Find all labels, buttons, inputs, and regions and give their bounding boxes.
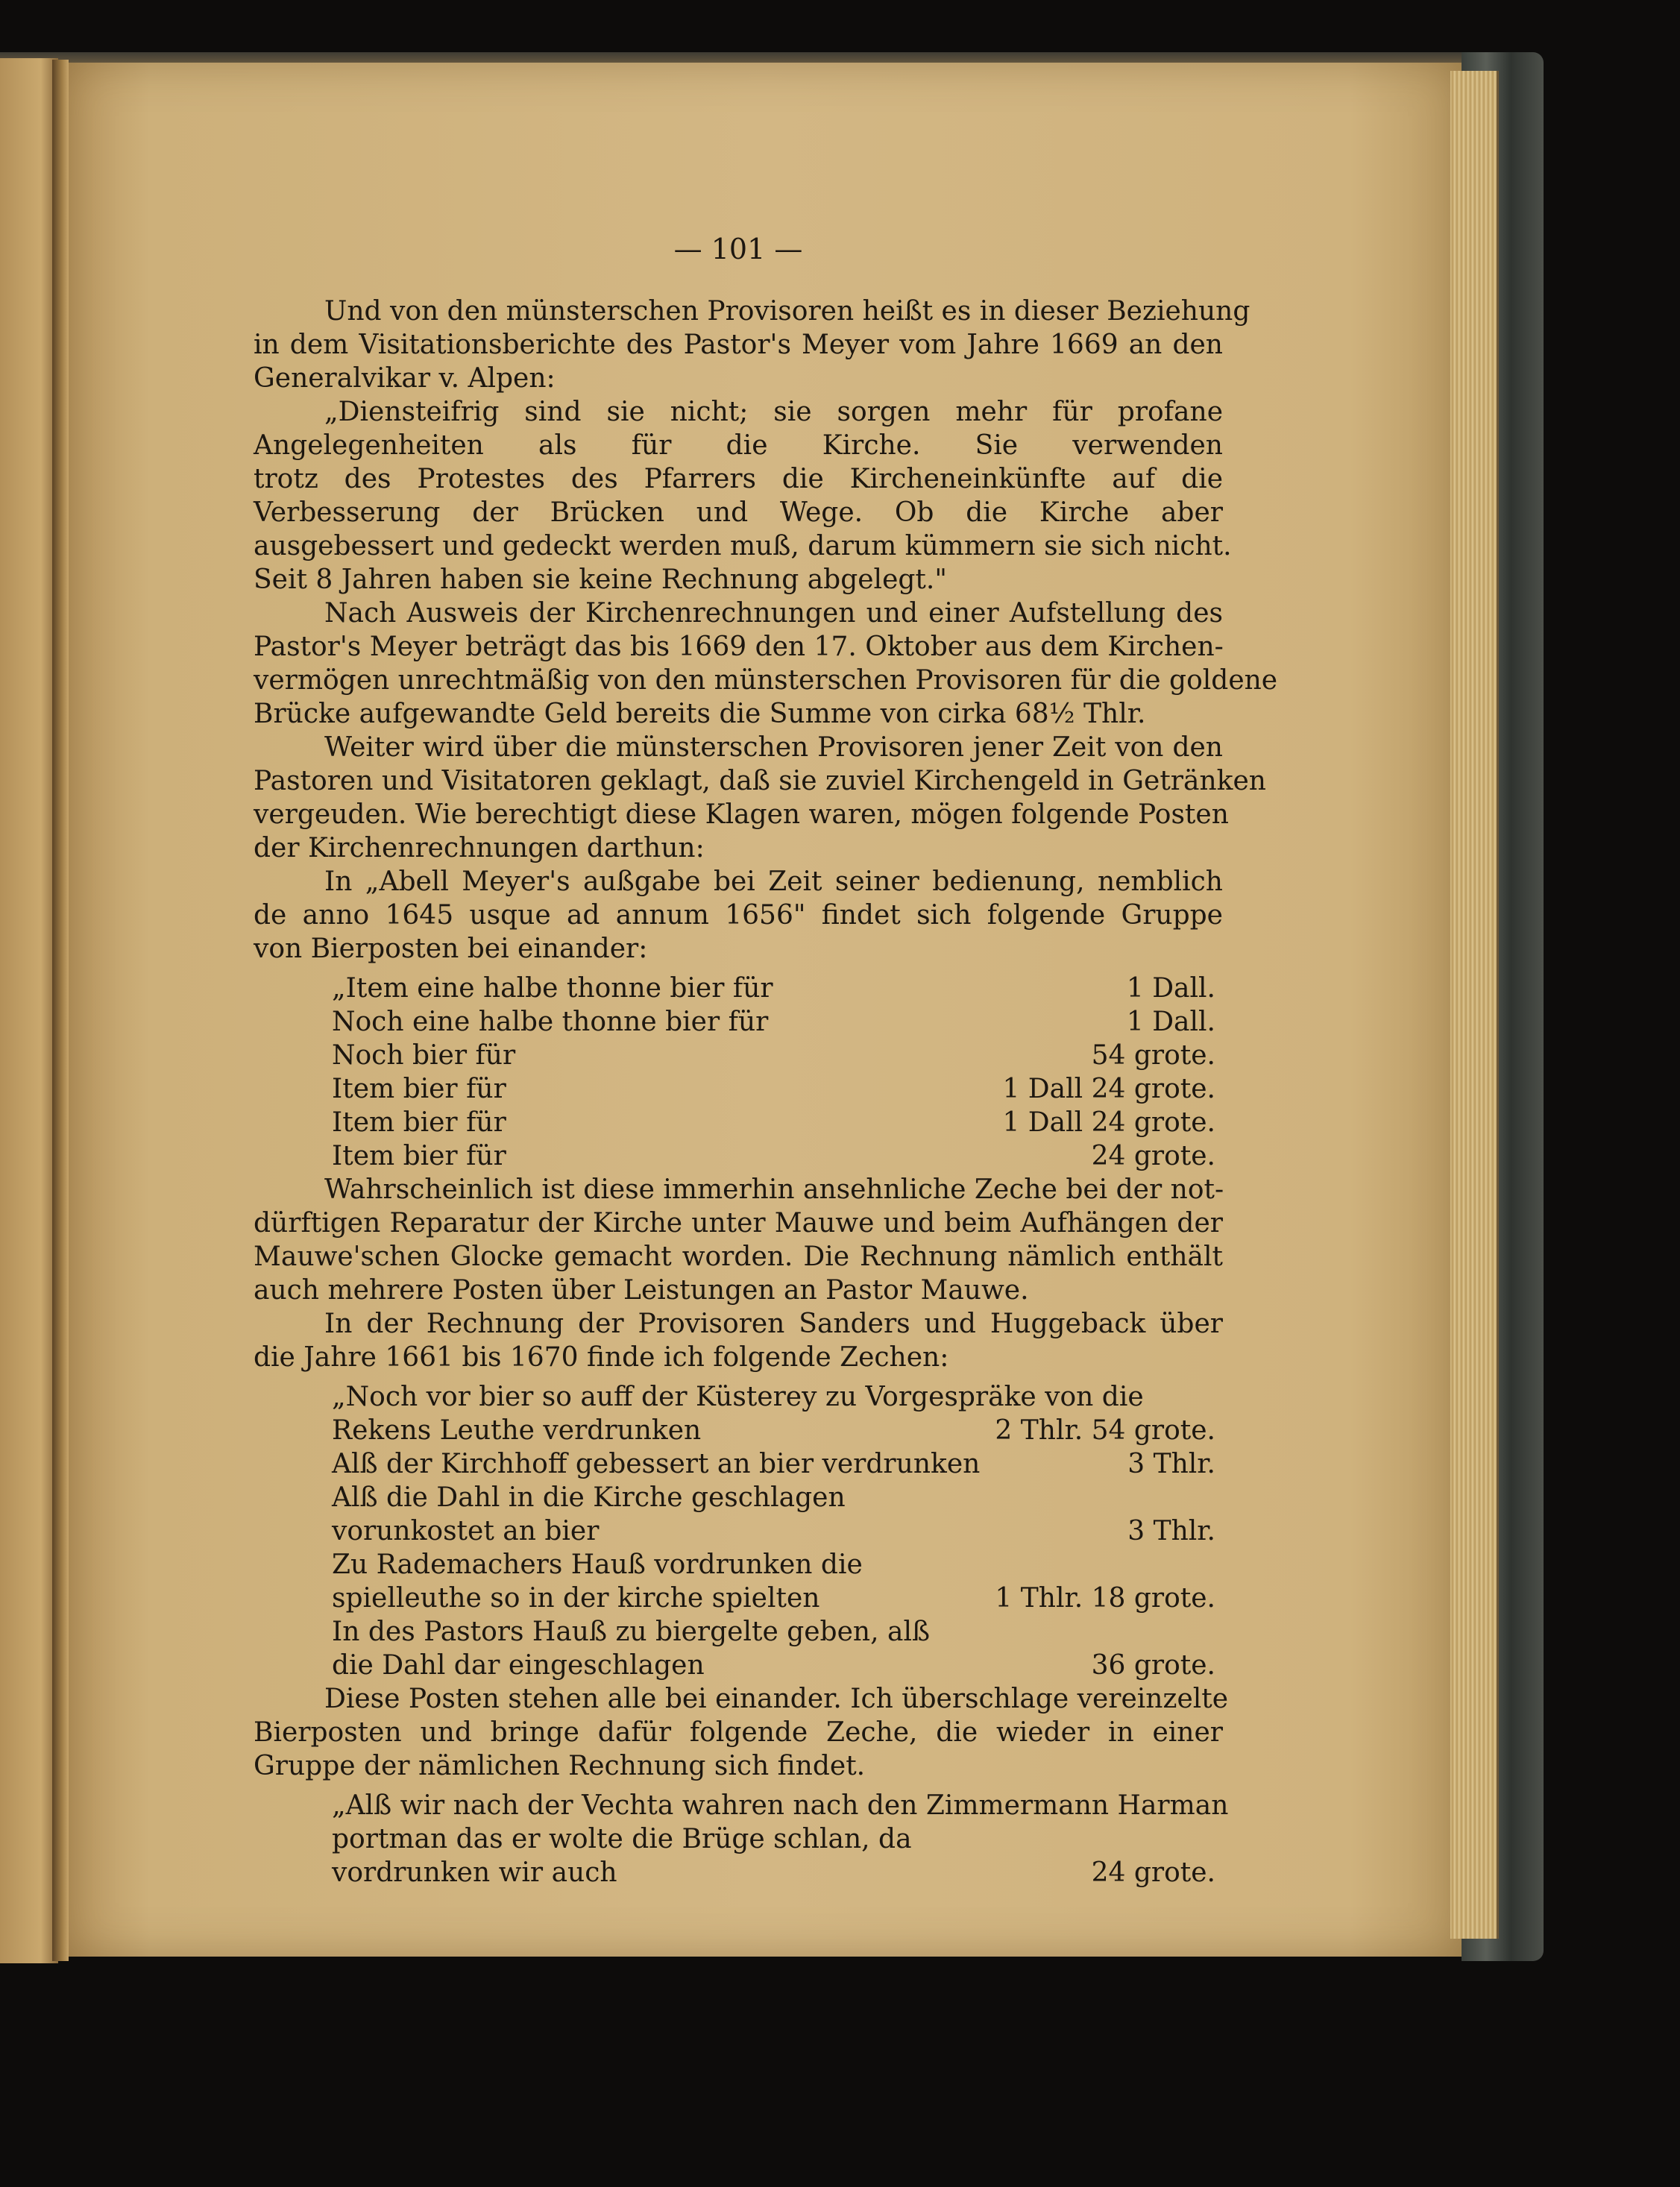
text-line: Angelegenheiten als für die Kirche. Sie verwenden: [254, 430, 1223, 461]
entry-text: Noch bier für: [332, 1040, 516, 1071]
entry-amount: 24 grote.: [1091, 1857, 1215, 1888]
beer-list-1: [254, 972, 1223, 1173]
text-line: Wahrscheinlich ist diese immerhin ansehnliche Zeche bei der not-: [324, 1174, 1224, 1205]
text-line: In der Rechnung der Provisoren Sanders und Huggeback über: [324, 1309, 1223, 1339]
text-line: Und von den münsterschen Provisoren heißt es in dieser Beziehung: [324, 296, 1250, 327]
beer-entry-line: [254, 1649, 1223, 1682]
text-line: In „Abell Meyer's außgabe bei Zeit seiner bedienung, nemblich: [324, 866, 1223, 897]
beer-entry: [254, 1072, 1223, 1106]
text-line: vergeuden. Wie berechtigt diese Klagen waren, mögen folgende Posten: [254, 799, 1229, 830]
beer-entry-line: [254, 1447, 1223, 1481]
entry-amount: 54 grote.: [1091, 1040, 1215, 1071]
entry-text: vordrunken wir auch: [332, 1857, 617, 1888]
entry-text: Rekens Leuthe verdrunken: [332, 1415, 702, 1446]
page-text: [254, 216, 1278, 1889]
entry-text: Alß die Dahl in die Kirche geschlagen: [332, 1482, 846, 1513]
text-line: trotz des Protestes des Pfarrers die Kircheneinkünfte auf die: [254, 464, 1223, 494]
entry-amount: 1 Dall 24 grote.: [1002, 1107, 1215, 1138]
text-line: Seit 8 Jahren haben sie keine Rechnung abgelegt.": [254, 564, 947, 595]
entry-text: Alß der Kirchhoff gebessert an bier verdrunken: [332, 1449, 981, 1479]
text-line: Pastor's Meyer beträgt das bis 1669 den 17. Oktober aus dem Kirchen-: [254, 632, 1224, 662]
entry-text: spielleuthe so in der kirche spielten: [332, 1583, 820, 1614]
text-line: in dem Visitationsberichte des Pastor's Meyer vom Jahre 1669 an den: [254, 330, 1223, 360]
beer-entry-line: [254, 1822, 1223, 1856]
paragraphs-block-1: [254, 295, 1278, 966]
text-line: „Diensteifrig sind sie nicht; sie sorgen mehr für profane: [324, 397, 1223, 427]
entry-text: die Dahl dar eingeschlagen: [332, 1650, 705, 1681]
entry-amount: 24 grote.: [1091, 1141, 1215, 1171]
text-line: Generalvikar v. Alpen:: [254, 363, 556, 394]
text-line: der Kirchenrechnungen darthun:: [254, 833, 705, 863]
beer-entry-line: [254, 1615, 1223, 1649]
text-line: ausgebessert und gedeckt werden muß, darum kümmern sie sich nicht.: [254, 531, 1232, 561]
entry-amount: 1 Dall.: [1126, 1007, 1215, 1037]
text-line: vermögen unrechtmäßig von den münsterschen Provisoren für die goldene: [254, 665, 1278, 696]
book-gutter: [52, 60, 69, 1961]
entry-text: „Noch vor bier so auff der Küsterey zu Vorgespräke von die: [332, 1382, 1144, 1412]
entry-text: portman das er wolte die Brüge schlan, da: [332, 1824, 912, 1854]
entry-text: Item bier für: [332, 1074, 506, 1104]
entry-text: Zu Rademachers Hauß vordrunken die: [332, 1549, 863, 1580]
beer-entry: [254, 1139, 1223, 1173]
beer-list-2: [254, 1380, 1223, 1682]
entry-amount: 3 Thlr.: [1127, 1516, 1215, 1546]
text-line: de anno 1645 usque ad annum 1656" findet sich folgende Gruppe: [254, 900, 1223, 931]
beer-entry: [254, 1106, 1223, 1139]
beer-entry: [254, 972, 1223, 1005]
entry-amount: 1 Dall 24 grote.: [1002, 1074, 1215, 1104]
text-line: die Jahre 1661 bis 1670 finde ich folgende Zechen:: [254, 1342, 949, 1373]
beer-entry-line: [254, 1414, 1223, 1447]
beer-entry: [254, 1039, 1223, 1072]
left-page-edge: [0, 58, 58, 1963]
text-line: Gruppe der nämlichen Rechnung sich findet.: [254, 1751, 866, 1781]
text-line: Mauwe'schen Glocke gemacht worden. Die Rechnung nämlich enthält: [254, 1242, 1223, 1272]
page-block-edges: [1450, 71, 1499, 1939]
text-line: Verbesserung der Brücken und Wege. Ob die Kirche aber: [254, 497, 1223, 528]
beer-entry-line: [254, 1481, 1223, 1514]
entry-amount: 2 Thlr. 54 grote.: [995, 1415, 1215, 1446]
text-line: auch mehrere Posten über Leistungen an Pastor Mauwe.: [254, 1275, 1029, 1306]
beer-entry: [254, 1005, 1223, 1039]
beer-entry-line: [254, 1514, 1223, 1548]
text-line: Bierposten und bringe dafür folgende Zeche, die wieder in einer: [254, 1717, 1223, 1748]
beer-entry-line: [254, 1582, 1223, 1615]
text-line: dürftigen Reparatur der Kirche unter Mauwe und beim Aufhängen der: [254, 1208, 1223, 1239]
page-number: — 101 —: [673, 233, 803, 265]
entry-amount: 1 Thlr. 18 grote.: [995, 1583, 1215, 1614]
text-line: Weiter wird über die münsterschen Provisoren jener Zeit von den: [324, 732, 1223, 763]
paragraph-3: [254, 1682, 1229, 1783]
beer-entry-line: [254, 1380, 1223, 1414]
text-line: von Bierposten bei einander:: [254, 934, 648, 964]
entry-text: vorunkostet an bier: [332, 1516, 600, 1546]
entry-text: In des Pastors Hauß zu biergelte geben, alß: [332, 1617, 931, 1647]
beer-entry-line: [254, 1548, 1223, 1582]
text-line: Diese Posten stehen alle bei einander. Ich überschlage vereinzelte: [324, 1684, 1229, 1714]
text-line: Brücke aufgewandte Geld bereits die Summe von cirka 68½ Thlr.: [254, 699, 1146, 729]
entry-text: „Item eine halbe thonne bier für: [332, 973, 773, 1004]
entry-amount: 36 grote.: [1091, 1650, 1215, 1681]
beer-list-3: [254, 1789, 1229, 1889]
text-line: Pastoren und Visitatoren geklagt, daß sie zuviel Kirchengeld in Getränken: [254, 766, 1266, 796]
entry-amount: 1 Dall.: [1126, 973, 1215, 1004]
beer-entry-line: [254, 1789, 1229, 1822]
entry-text: Noch eine halbe thonne bier für: [332, 1007, 769, 1037]
entry-amount: 3 Thlr.: [1127, 1449, 1215, 1479]
entry-text: „Alß wir nach der Vechta wahren nach den Zimmermann Harman: [332, 1790, 1229, 1821]
paragraphs-block-2: [254, 1173, 1223, 1374]
entry-text: Item bier für: [332, 1107, 506, 1138]
beer-entry-line: [254, 1856, 1223, 1889]
text-line: Nach Ausweis der Kirchenrechnungen und einer Aufstellung des: [324, 598, 1223, 629]
entry-text: Item bier für: [332, 1141, 506, 1171]
